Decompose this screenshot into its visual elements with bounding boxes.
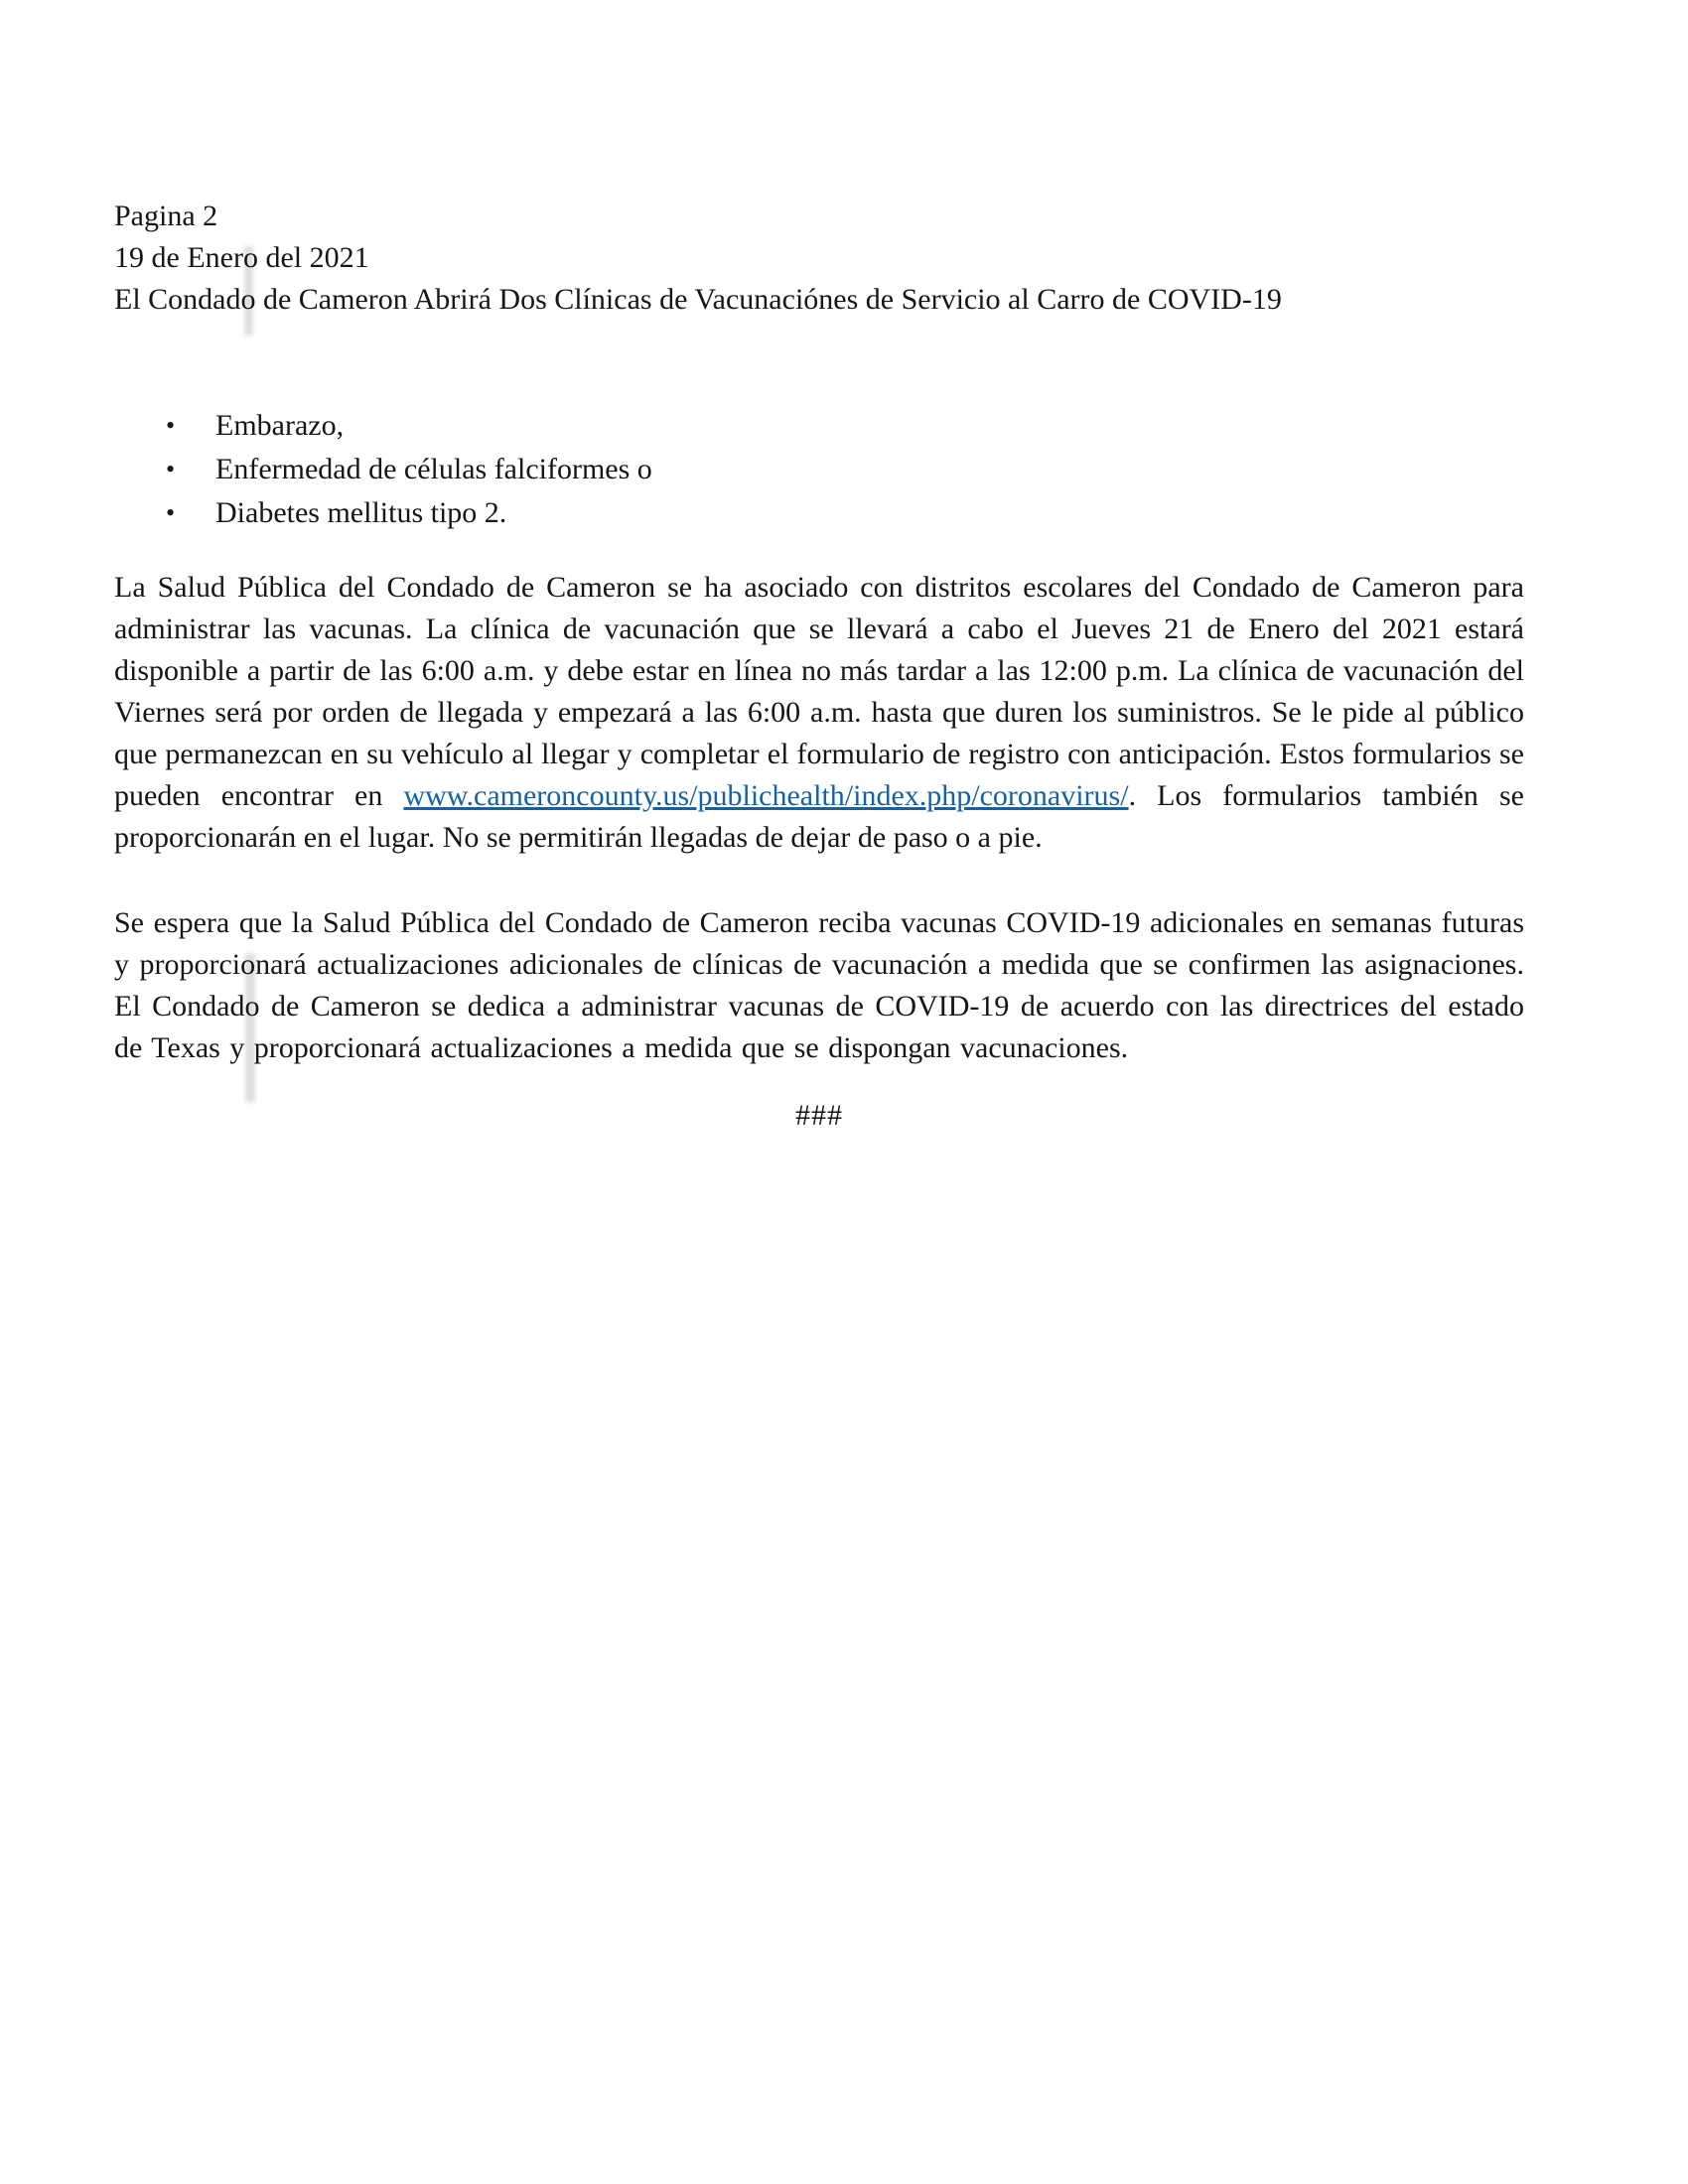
document-content (114, 196, 1524, 1137)
bullet-icon: • (166, 411, 176, 440)
paragraph-text: La Salud Pública del Condado de Cameron se ha asociado con distritos escolares del Condado de Cameron para administrar las vacunas. La clínica de vacunación que se llevará a cabo el Jueves 21 de Enero del 2021 estará disponible a partir de las 6:00 a.m. y debe estar en línea no más tardar a las 12:00 p.m. La clínica de vacunación del Viernes será por orden de llegada y empezará a las 6:00 a.m. hasta que duren los suministros. Se le pide al público que permanezcan en su vehículo al llegar y completar el formulario de registro con anticipación. Estos formularios se pueden encontrar en (114, 571, 1524, 812)
condition-bullet-list (114, 404, 1524, 535)
page-number-label: Pagina 2 (114, 200, 218, 232)
document-title: El Condado de Cameron Abrirá Dos Clínicas de Vacunaciónes de Servicio al Carro de COVID-19 (114, 283, 1282, 316)
bullet-text: Diabetes mellitus tipo 2. (215, 496, 507, 529)
paragraph-future-updates: Se espera que la Salud Pública del Condado de Cameron reciba vacunas COVID-19 adicionales en semanas futuras y proporcionará actualizaciones adicionales de clínicas de vacunación a medida que se confirmen las asignaciones. El Condado de Cameron se dedica a administrar vacunas de COVID-19 de acuerdo con las directrices del estado de Texas y proporcionará actualizaciones a medida que se dispongan vacunaciones. (114, 906, 1524, 1064)
bullet-icon: • (166, 455, 176, 483)
bullet-text: Enfermedad de células falciformes o (215, 453, 652, 485)
date-line: 19 de Enero del 2021 (114, 241, 369, 274)
list-item (114, 404, 1524, 448)
paragraph-vaccination-details (114, 567, 1524, 859)
document-header (114, 196, 1524, 321)
bullet-icon: • (166, 498, 176, 527)
list-item (114, 491, 1524, 535)
bullet-text: Embarazo, (215, 409, 345, 442)
public-health-registration-link[interactable]: www.cameroncounty.us/publichealth/index.php/coronavirus/ (403, 779, 1129, 812)
list-item (114, 448, 1524, 491)
press-release-end-mark: ### (795, 1099, 843, 1132)
paragraph-text: . Los formularios también se proporcionarán en el lugar. No se permitirán llegadas de dejar de paso o a pie. (114, 779, 1524, 854)
